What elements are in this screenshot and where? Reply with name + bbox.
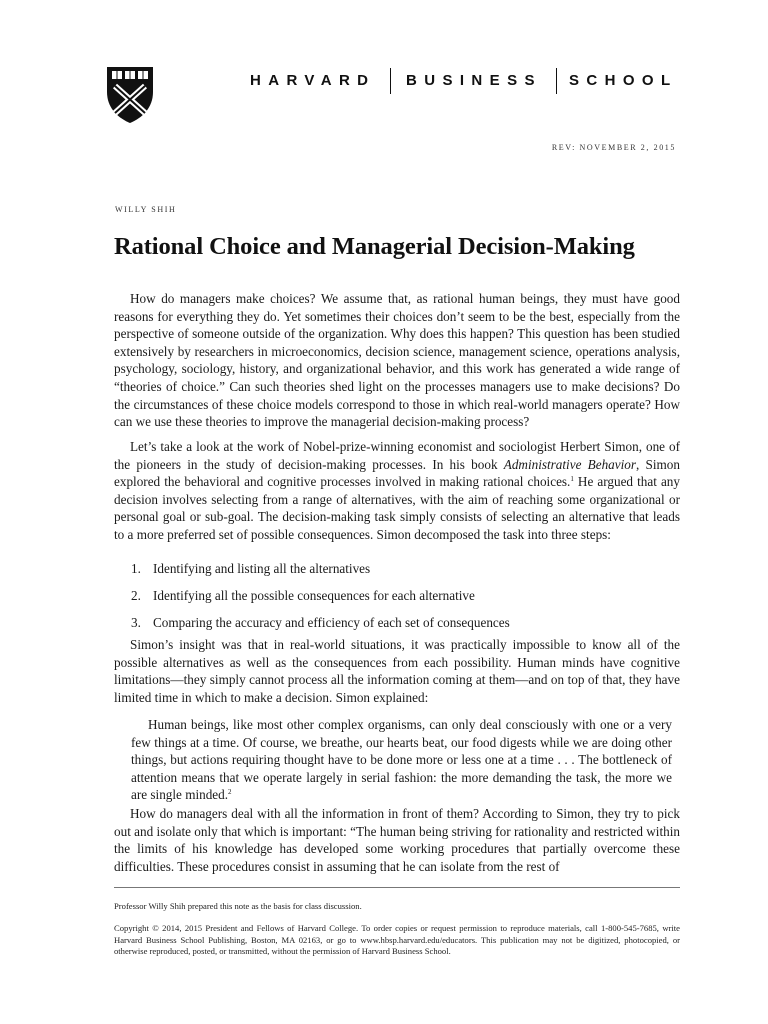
paragraph-text: Simon’s insight was that in real-world situations, it was practically impossible to know all of the possible alternatives as well as the consequences from each possibility. Human minds have cognitive limitations—they simply cannot process all the information coming at them—and on top of that, they have limited time in which to make a decision. Simon explained: bbox=[114, 637, 680, 705]
block-quote-body: Human beings, like most other complex organisms, can only deal consciously with one or a very few things at a time. Of course, we breathe, our hearts beat, our food digests while we are doing other things, but actions requiring thought have to be done more or less one at a time . . . The bottleneck of attention means that we operate largely in serial fashion: the more demanding the task, the more we are single minded. bbox=[131, 717, 672, 803]
paragraph bbox=[114, 636, 680, 706]
wordmark-divider bbox=[556, 68, 557, 94]
wordmark-school: SCHOOL bbox=[569, 72, 678, 89]
wordmark-divider bbox=[390, 68, 391, 94]
document-title: Rational Choice and Managerial Decision-Making bbox=[114, 233, 635, 260]
block-quote-text bbox=[131, 716, 672, 804]
paragraph-text: How do managers deal with all the information in front of them? According to Simon, they try to pick out and isolate only that which is important: “The human being striving for rationality and restricted within the limits of his knowledge has developed some working procedures that partially overcome these difficulties. These procedures consist in assuming that he can isolate from the rest of bbox=[114, 806, 680, 874]
footnote-marker: 1 bbox=[570, 475, 574, 484]
footer-divider bbox=[114, 887, 680, 888]
paragraph-text-segment: Let’s take a look at the work of Nobel-prize-winning economist and sociologist Herbert Simon, one of the pioneers in the study of decision-making processes. In his book bbox=[114, 439, 680, 472]
paragraph-text: How do managers make choices? We assume that, as rational human beings, they must have good reasons for everything they do. Yet sometimes their choices don’t seem to be the best, especially from the perspective of someone outside of the organization. Why does this happen? This question has been studied extensively by researchers in microeconomics, decision science, management science, operations analysis, psychology, sociology, history, and organizational behavior, and this work has generated a wide range of “theories of choice.” Can such theories shed light on the processes managers use to make decisions? Do the circumstances of these choice models correspond to those in which real-world managers operate? How can we use these theories to improve the managerial decision-making process? bbox=[114, 291, 680, 430]
list-item bbox=[131, 560, 370, 578]
harvard-business-school-wordmark bbox=[250, 72, 678, 92]
wordmark-business: BUSINESS bbox=[406, 72, 542, 89]
footer-note: Professor Willy Shih prepared this note as the basis for class discussion. bbox=[114, 901, 362, 911]
list-item bbox=[131, 614, 510, 632]
list-item-number: 3. bbox=[131, 615, 141, 630]
footnote-marker: 2 bbox=[228, 788, 232, 797]
paragraph-text bbox=[114, 438, 680, 544]
list-item-text: Comparing the accuracy and efficiency of each set of consequences bbox=[153, 615, 510, 630]
list-item-text: Identifying all the possible consequences for each alternative bbox=[153, 588, 475, 603]
block-quote bbox=[131, 716, 672, 804]
copyright-notice: Copyright © 2014, 2015 President and Fellows of Harvard College. To order copies or request permission to reproduce materials, call 1-800-545-7685, write Harvard Business School Publishing, Boston, MA 02163, or go to www.hbsp.harvard.edu/educators. This publication may not be digitized, photocopied, or otherwise reproduced, posted, or transmitted, without the permission of Harvard Business School. bbox=[114, 923, 680, 956]
author-name: WILLY SHIH bbox=[115, 205, 177, 214]
book-title: Administrative Behavior bbox=[503, 456, 637, 472]
harvard-shield-icon bbox=[106, 66, 154, 124]
list-item bbox=[131, 587, 475, 605]
paragraph-text-segment: , Simon explored the behavioral and cognitive processes involved in making rational choices. bbox=[114, 456, 680, 490]
revision-date: REV: NOVEMBER 2, 2015 bbox=[551, 143, 676, 152]
paragraph bbox=[114, 805, 680, 875]
wordmark-harvard: HARVARD bbox=[250, 72, 376, 89]
paragraph-text-segment: He argued that any decision involves selecting from a range of alternatives, with the aim of reaching some organizational or personal goal or sub-goal. The decision-making task simply consists of selecting an alternative that leads to a more preferred set of possible consequences. Simon decomposed the task into three steps: bbox=[114, 474, 680, 542]
list-item-number: 1. bbox=[131, 561, 141, 576]
paragraph bbox=[114, 438, 680, 544]
list-item-text: Identifying and listing all the alternatives bbox=[153, 561, 371, 576]
list-item-number: 2. bbox=[131, 588, 141, 603]
paragraph bbox=[114, 290, 680, 431]
